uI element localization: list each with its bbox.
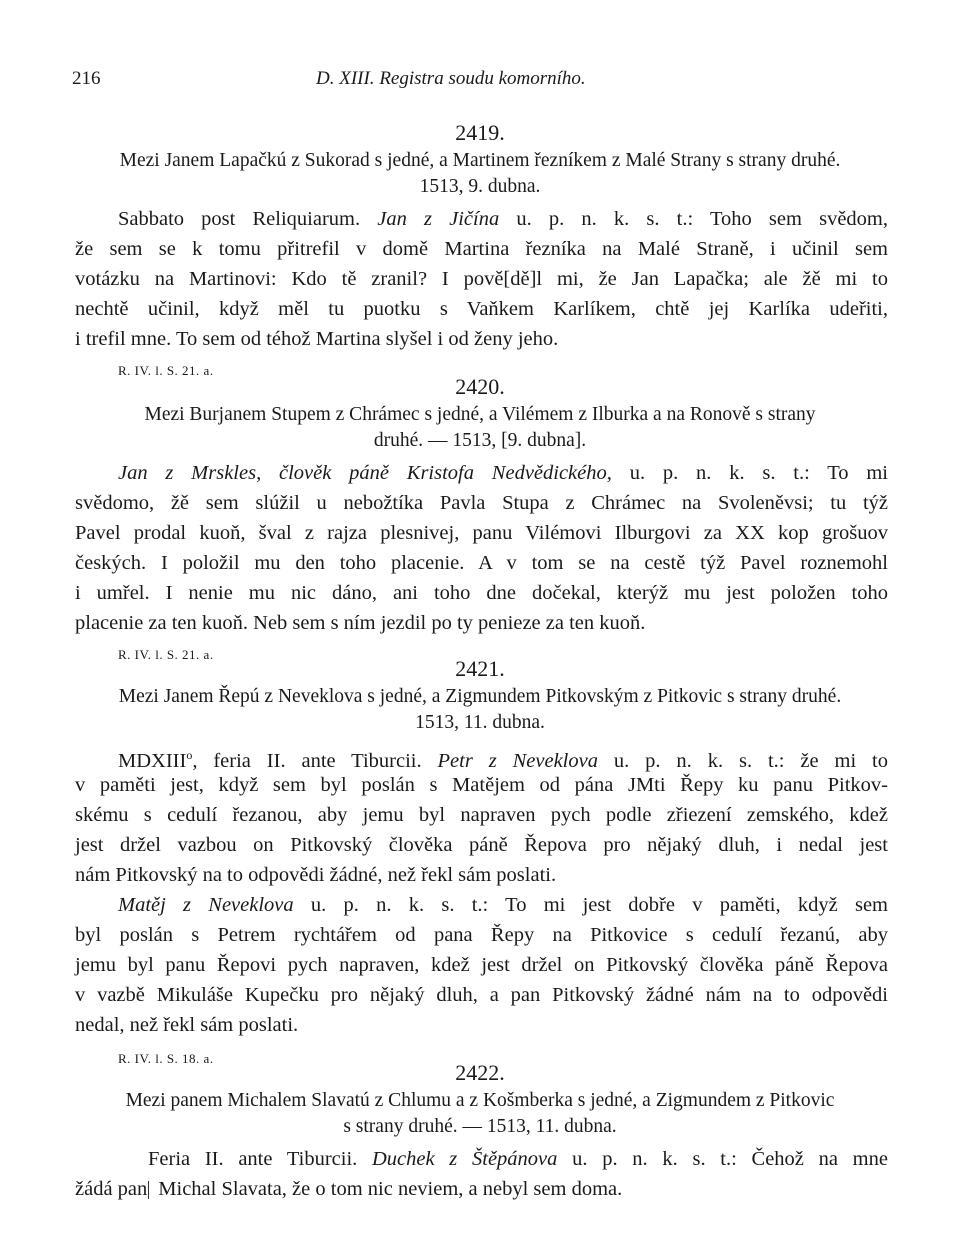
text-line: nechtě učinil, když měl tu puotku s Vaňkem Karlíkem, chtě jej Karlíka udeřiti,: [75, 298, 888, 320]
entry-number: 2422.: [455, 1060, 505, 1085]
text-line: jemu byl panu Řepovi pych napraven, kdež jest držel on Pitkovský člověka páně Řepova: [75, 954, 888, 976]
text-line: že sem se k tomu přitrefil v domě Martina řezníka na Malé Straně, i učinil sem: [75, 238, 888, 260]
entry-heading: Mezi Janem Lapačkú z Sukorad s jedné, a Martinem řezníkem z Malé Strany s strany druhé.: [119, 150, 841, 171]
entry-date: 1513, 11. dubna.: [415, 712, 545, 733]
text-span: u. p. n. k. s. t.: Toho sem svědom,: [499, 208, 888, 230]
running-title-part: Registra soudu komorního.: [379, 68, 586, 89]
text-span: u. p. n. k. s. t.: že mi to: [597, 749, 889, 772]
text-line: českých. I položil mu den toho placenie. A v tom se na cestě týž Pavel roznemohl: [75, 552, 888, 574]
entry-number: 2421.: [455, 656, 505, 681]
text-line: nám Pitkovský na to odpovědi žádné, než řekl sám poslati.: [75, 864, 557, 886]
person-name: Jan z Mrskles, člověk páně Kristofa Nedvědického,: [118, 462, 612, 484]
text-span: u. p. n. k. s. t.: To mi jest dobře v paměti, když sem: [293, 894, 888, 916]
entry-date: druhé. — 1513, [9. dubna].: [373, 430, 587, 451]
text-line: i umřel. I nenie mu nic dáno, ani toho dne dočekal, kterýž mu jest položen toho: [75, 582, 888, 604]
text-line: [118, 206, 888, 232]
running-title: [316, 66, 586, 92]
running-title-part: D. XIII.: [316, 68, 375, 89]
text-line: votázku na Martinovi: Kdo tě zranil? I pově[dě]l mi, že Jan Lapačka; ale žě mi to: [75, 268, 888, 290]
text-span: Sabbato post Reliquiarum.: [118, 208, 378, 230]
text-line: nedal, než řekl sám poslati.: [75, 1014, 299, 1036]
text-line: [148, 1146, 888, 1172]
entry-date: s strany druhé. — 1513, 11. dubna.: [343, 1116, 617, 1137]
text-line: [118, 892, 888, 918]
text-line: jest držel vazbou on Pitkovský člověka páně Řepova pro nějaký dluh, i nedal jest: [75, 834, 888, 856]
source-reference: R. IV. l. S. 21. a.: [118, 363, 214, 378]
source-reference: R. IV. l. S. 21. a.: [118, 647, 214, 662]
text-span: Feria II. ante Tiburcii.: [148, 1148, 372, 1170]
text-line: svědomo, žě sem slúžil u nebožtíka Pavla Stupa z Chrámec na Svoleněvsi; tu týž: [75, 492, 888, 514]
text-line: i trefil mne. To sem od téhož Martina slyšel i od ženy jeho.: [75, 328, 559, 350]
source-reference: R. IV. l. S. 18. a.: [118, 1051, 214, 1066]
text-span: MDXIII: [118, 749, 187, 772]
page-number: 216: [72, 68, 101, 89]
person-name: Jan z Jičína: [377, 208, 500, 230]
entry-date: 1513, 9. dubna.: [419, 176, 541, 197]
text-line: skému s cedulí řezanou, aby jemu byl napraven pych podle zřiezení zemského, kdež: [75, 804, 888, 826]
person-name: Duchek z Štěpánova: [371, 1148, 558, 1170]
abbreviation-mark-icon: [148, 1181, 157, 1199]
text-span: u. p. n. k. s. t.: To mi: [611, 462, 888, 484]
superscript: o: [186, 748, 193, 762]
text-line: byl poslán s Petrem rychtářem od pana Řepy na Pitkovice s cedulí řezanú, aby: [75, 924, 888, 946]
text-line: Pavel prodal kuoň, šval z rajza plesnivej, panu Vilémovi Ilburgovi za XX kop grošuov: [75, 522, 888, 544]
text-line: [118, 742, 888, 774]
text-span: žádá pan: [75, 1178, 148, 1200]
text-line: [118, 460, 888, 486]
text-line: v paměti jest, když sem byl poslán s Matějem od pána JMti Řepy ku panu Pitkov-: [75, 774, 888, 796]
entry-heading: Mezi panem Michalem Slavatú z Chlumu a z Košmberka s jedné, a Zigmundem z Pitkovic: [125, 1090, 835, 1111]
entry-heading: Mezi Burjanem Stupem z Chrámec s jedné, a Vilémem z Ilburka a na Ronově s strany: [144, 404, 816, 425]
text-line: placenie za ten kuoň. Neb sem s ním jezdil po ty penieze za ten kuoň.: [75, 612, 646, 634]
text-span: , feria II. ante Tiburcii.: [192, 749, 438, 772]
text-line: v vazbě Mikuláše Kupečku pro nějaký dluh, a pan Pitkovský žádné nám na to odpovědi: [75, 984, 888, 1006]
person-name: Petr z Neveklova: [437, 749, 598, 772]
entry-number: 2419.: [455, 120, 505, 145]
text-span: Michal Slavata, že o tom nic neviem, a nebyl sem doma.: [158, 1178, 623, 1200]
text-line: [75, 1176, 622, 1202]
entry-number: 2420.: [455, 374, 505, 399]
person-name: Matěj z Neveklova: [118, 894, 294, 916]
text-span: u. p. n. k. s. t.: Čehož na mne: [557, 1148, 888, 1170]
entry-heading: Mezi Janem Řepú z Neveklova s jedné, a Zigmundem Pitkovským z Pitkovic s strany druhé.: [118, 686, 842, 707]
